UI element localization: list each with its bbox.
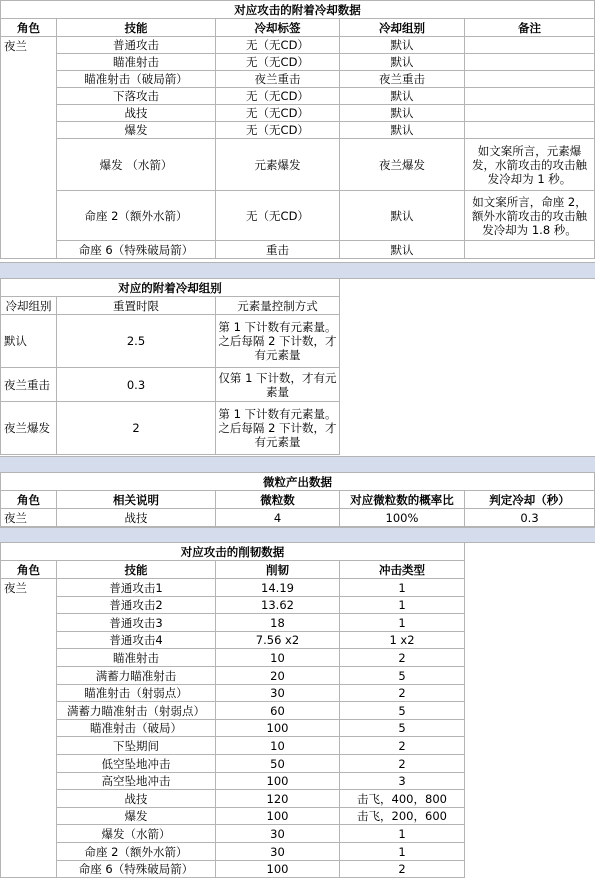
table3-header-prob: 对应微粒数的概率比 [340, 491, 465, 509]
table-row [0, 579, 465, 597]
table1-title: 对应攻击的附着冷却数据 [0, 1, 595, 19]
table4-poise: 7.56 x2 [216, 632, 340, 649]
table1-tag: 重击 [216, 241, 340, 259]
table4-poise: 14.19 [216, 579, 340, 597]
table4-header-row [0, 561, 465, 579]
table4-skill: 爆发 [57, 808, 216, 825]
table4-header-skill: 技能 [57, 561, 216, 579]
table1-note [465, 54, 595, 71]
table1-tag: 无（无CD） [216, 37, 340, 54]
table1-header-row [0, 19, 595, 37]
table1-header-skill: 技能 [57, 19, 216, 37]
table1-group: 默认 [340, 88, 465, 105]
table-row [0, 597, 465, 614]
table3-character: 夜兰 [0, 509, 57, 527]
table2-method: 仅第 1 下计数，才有元素量 [216, 368, 340, 402]
table4-impact: 1 [340, 825, 465, 843]
table1-group: 默认 [340, 37, 465, 54]
table1-header-character: 角色 [0, 19, 57, 37]
table3-prob: 100% [340, 509, 465, 527]
table1-skill: 爆发 [57, 122, 216, 139]
table2-header-group: 冷却组别 [0, 297, 57, 315]
table4-impact: 2 [340, 737, 465, 755]
table3-header-count: 微粒数 [216, 491, 340, 509]
table4-skill: 瞄准射击（射弱点） [57, 685, 216, 702]
table-row [0, 861, 465, 878]
table-row [0, 843, 465, 861]
table1-group: 默认 [340, 122, 465, 139]
table1-skill: 命座 2（额外水箭） [57, 191, 216, 241]
table4-poise: 20 [216, 667, 340, 685]
table2-reset: 0.3 [57, 368, 216, 402]
table-row [0, 88, 595, 105]
table2-method: 第 1 下计数有元素量。之后每隔 2 下计数，才有元素量 [216, 315, 340, 368]
table1-note [465, 241, 595, 259]
table2-header-method: 元素量控制方式 [216, 297, 340, 315]
table-row [0, 368, 340, 402]
table-row [0, 191, 595, 241]
table4-poise: 100 [216, 773, 340, 790]
table-row [0, 105, 595, 122]
table1-note: 如文案所言，命座 2，额外水箭攻击的攻击触发冷却为 1.8 秒。 [465, 191, 595, 241]
table2-group: 夜兰重击 [0, 368, 57, 402]
table1-note: 如文案所言，元素爆发，水箭攻击的攻击触发冷却为 1 秒。 [465, 139, 595, 191]
table-row [0, 54, 595, 71]
separator-band [0, 262, 595, 279]
table4-impact: 1 [340, 843, 465, 861]
table-row [0, 685, 465, 702]
table1-note [465, 88, 595, 105]
table1-skill: 下落攻击 [57, 88, 216, 105]
table4-title: 对应攻击的削韧数据 [0, 543, 465, 561]
table4-skill: 命座 2（额外水箭） [57, 843, 216, 861]
table2-title-row [0, 279, 340, 297]
table1-tag: 无（无CD） [216, 54, 340, 71]
table3-count: 4 [216, 509, 340, 527]
table-row [0, 808, 465, 825]
table1-skill: 战技 [57, 105, 216, 122]
table-row [0, 632, 465, 649]
table2-method: 第 1 下计数有元素量。之后每隔 2 下计数，才有元素量 [216, 402, 340, 455]
table1-tag: 无（无CD） [216, 105, 340, 122]
table1-skill: 瞄准射击 [57, 54, 216, 71]
table4-impact: 1 [340, 614, 465, 632]
table1-note [465, 37, 595, 54]
table4-impact: 2 [340, 755, 465, 773]
table4-skill: 瞄准射击（破局） [57, 720, 216, 737]
table4-character-cell: 夜兰 [0, 579, 57, 878]
table1-group: 默认 [340, 241, 465, 259]
table-row [0, 702, 465, 720]
table4-skill: 普通攻击2 [57, 597, 216, 614]
table-row [0, 667, 465, 685]
table3-header-cd: 判定冷却（秒） [465, 491, 595, 509]
table1-title-row [0, 1, 595, 19]
table4-impact: 5 [340, 667, 465, 685]
table1-group: 夜兰爆发 [340, 139, 465, 191]
table4-header-poise: 削韧 [216, 561, 340, 579]
table4-impact: 2 [340, 685, 465, 702]
table4-skill: 普通攻击4 [57, 632, 216, 649]
table4-skill: 普通攻击3 [57, 614, 216, 632]
table4-impact: 击飞，200，600 [340, 808, 465, 825]
table4-impact: 5 [340, 720, 465, 737]
table-row [0, 790, 465, 808]
table1-skill: 爆发 （水箭） [57, 139, 216, 191]
table4-skill: 满蓄力瞄准射击 [57, 667, 216, 685]
table4-impact: 1 [340, 579, 465, 597]
table-row [0, 825, 465, 843]
table-row [0, 720, 465, 737]
table-row [0, 649, 465, 667]
table4-impact: 1 [340, 597, 465, 614]
table2-group: 默认 [0, 315, 57, 368]
table1-header-tag: 冷却标签 [216, 19, 340, 37]
table4-skill: 普通攻击1 [57, 579, 216, 597]
table4-poise: 13.62 [216, 597, 340, 614]
table-row [0, 737, 465, 755]
table1-group: 夜兰重击 [340, 71, 465, 88]
table4-skill: 低空坠地冲击 [57, 755, 216, 773]
table1-group: 默认 [340, 54, 465, 71]
table2-header-row [0, 297, 340, 315]
table1-header-group: 冷却组别 [340, 19, 465, 37]
table4-skill: 爆发（水箭） [57, 825, 216, 843]
table4-skill: 满蓄力瞄准射击（射弱点） [57, 702, 216, 720]
table1-skill: 普通攻击 [57, 37, 216, 54]
table4-skill: 瞄准射击 [57, 649, 216, 667]
table4-impact: 2 [340, 649, 465, 667]
table-row [0, 773, 465, 790]
table3-title-row [0, 473, 595, 491]
table3-header-row [0, 491, 595, 509]
table3-cd: 0.3 [465, 509, 595, 527]
table4-skill: 下坠期间 [57, 737, 216, 755]
table4-poise: 60 [216, 702, 340, 720]
table3-header-character: 角色 [0, 491, 57, 509]
table-row [0, 241, 595, 259]
table1-note [465, 71, 595, 88]
table4-poise: 30 [216, 825, 340, 843]
table1-skill: 命座 6（特殊破局箭） [57, 241, 216, 259]
separator-band [0, 527, 595, 543]
table4-poise: 120 [216, 790, 340, 808]
table2-reset: 2 [57, 402, 216, 455]
table1-group: 默认 [340, 105, 465, 122]
table1-group: 默认 [340, 191, 465, 241]
table1-tag: 元素爆发 [216, 139, 340, 191]
table-row [0, 509, 595, 527]
table4-impact: 5 [340, 702, 465, 720]
table4-skill: 战技 [57, 790, 216, 808]
table-row [0, 71, 595, 88]
table-row [0, 139, 595, 191]
table1-note [465, 105, 595, 122]
table1-character-cell: 夜兰 [0, 37, 57, 259]
table1-header-note: 备注 [465, 19, 595, 37]
table4-impact: 击飞，400，800 [340, 790, 465, 808]
table3-title: 微粒产出数据 [0, 473, 595, 491]
table1-tag: 无（无CD） [216, 122, 340, 139]
table4-poise: 10 [216, 649, 340, 667]
table3-desc: 战技 [57, 509, 216, 527]
table-row [0, 614, 465, 632]
table2-header-reset: 重置时限 [57, 297, 216, 315]
table-row [0, 315, 340, 368]
table1-note [465, 122, 595, 139]
separator-band [0, 456, 595, 473]
table4-skill: 高空坠地冲击 [57, 773, 216, 790]
table1-tag: 夜兰重击 [216, 71, 340, 88]
table4-skill: 命座 6（特殊破局箭） [57, 861, 216, 878]
table4-poise: 100 [216, 861, 340, 878]
table2-reset: 2.5 [57, 315, 216, 368]
table4-poise: 100 [216, 720, 340, 737]
table-row [0, 37, 595, 54]
table4-poise: 100 [216, 808, 340, 825]
table2-title: 对应的附着冷却组别 [0, 279, 340, 297]
table4-impact: 2 [340, 861, 465, 878]
table4-poise: 30 [216, 843, 340, 861]
table4-poise: 18 [216, 614, 340, 632]
table3-header-desc: 相关说明 [57, 491, 216, 509]
table-row [0, 755, 465, 773]
table4-header-character: 角色 [0, 561, 57, 579]
table4-impact: 3 [340, 773, 465, 790]
table-row [0, 402, 340, 455]
table4-poise: 50 [216, 755, 340, 773]
table1-tag: 无（无CD） [216, 191, 340, 241]
table4-impact: 1 x2 [340, 632, 465, 649]
table4-poise: 30 [216, 685, 340, 702]
table2-group: 夜兰爆发 [0, 402, 57, 455]
table-row [0, 122, 595, 139]
table4-title-row [0, 543, 465, 561]
table4-header-impact: 冲击类型 [340, 561, 465, 579]
table1-tag: 无（无CD） [216, 88, 340, 105]
table4-poise: 10 [216, 737, 340, 755]
table1-skill: 瞄准射击（破局箭） [57, 71, 216, 88]
